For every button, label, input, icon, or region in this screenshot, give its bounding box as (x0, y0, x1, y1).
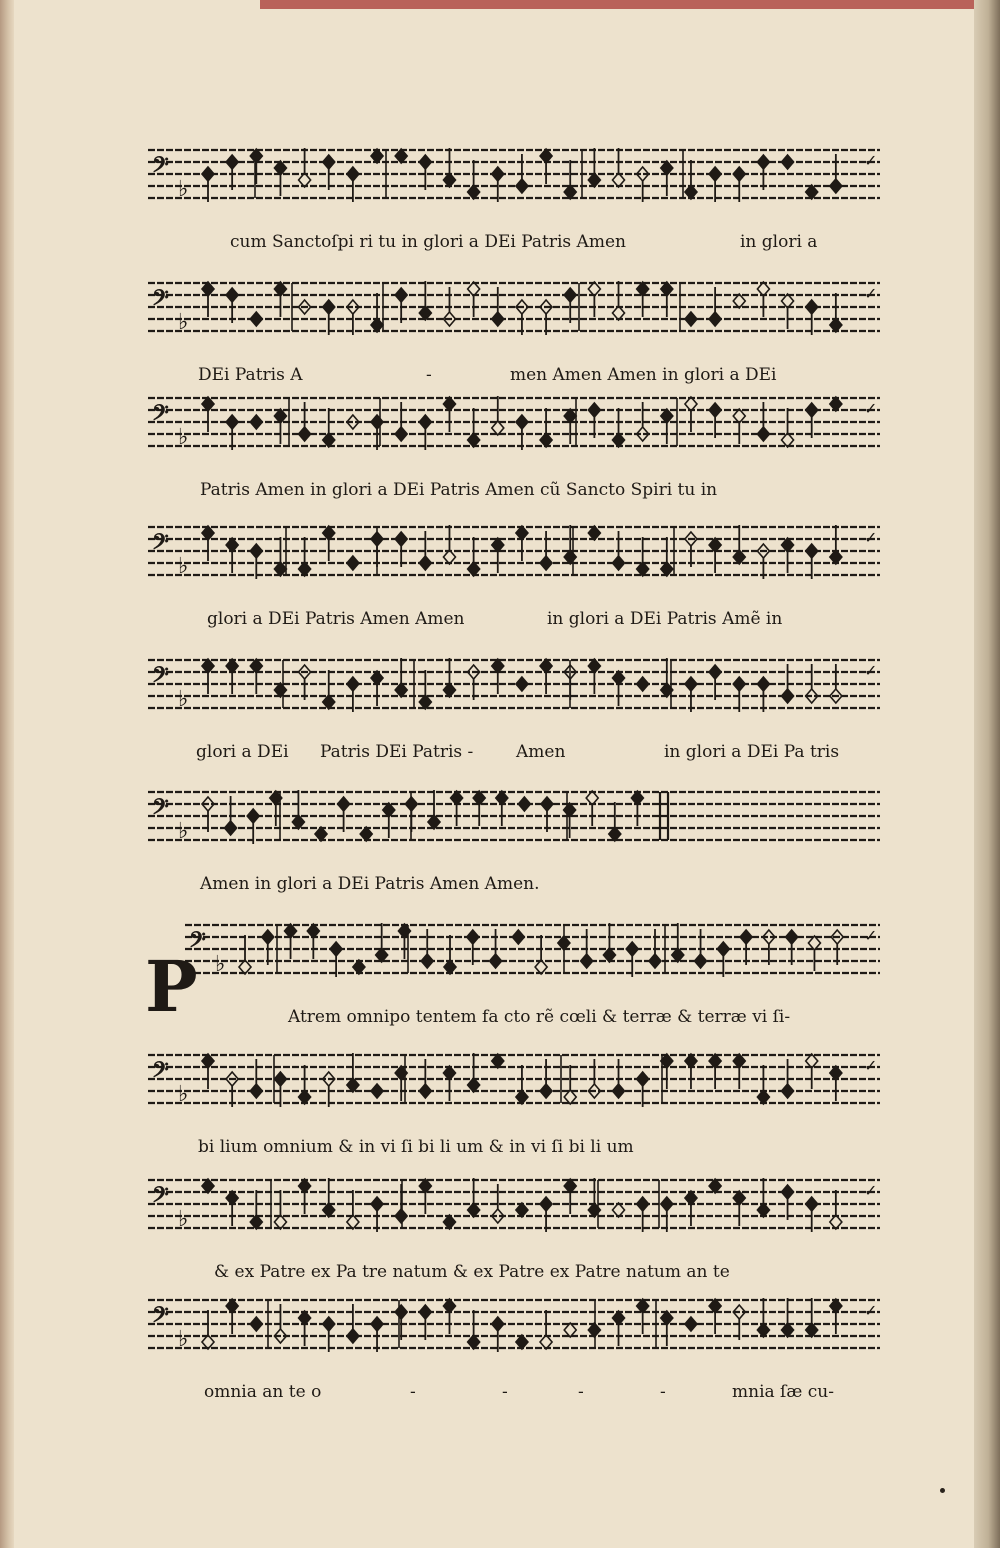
binding-strip (260, 0, 980, 9)
note-head (806, 300, 818, 314)
note-head (757, 427, 769, 441)
bass-clef-icon: 𝄢 (152, 795, 169, 825)
note-head (274, 1072, 286, 1086)
note-head (492, 421, 504, 435)
note-head (540, 556, 552, 570)
note-head (419, 155, 431, 169)
note-head (299, 562, 311, 576)
note-head (806, 544, 818, 558)
note-head (395, 149, 407, 163)
note-head (419, 415, 431, 429)
note-head (806, 1197, 818, 1211)
custos-mark-icon: ✓ (864, 151, 878, 170)
note-head (830, 397, 842, 411)
note-head (613, 433, 625, 447)
note-head (371, 149, 383, 163)
music-staff (0, 640, 1000, 742)
note-head (685, 1054, 697, 1068)
note-head (757, 282, 769, 296)
note-head (395, 288, 407, 302)
note-head (782, 689, 794, 703)
lyric-syllables: Patris Amen in glori a DEi Patris Amen cũ Sancto Spiri tu in (200, 480, 718, 500)
note-head (782, 433, 794, 447)
note-head (637, 1197, 649, 1211)
note-head (419, 556, 431, 570)
note-head (468, 282, 480, 296)
note-head (661, 161, 673, 175)
flat-sign-icon: ♭ (178, 425, 189, 450)
note-head (613, 1084, 625, 1098)
note-head (661, 409, 673, 423)
note-head (250, 149, 262, 163)
note-head (733, 409, 745, 423)
note-head (717, 942, 729, 956)
note-head (347, 677, 359, 691)
lyric-line (0, 874, 1000, 904)
bass-clef-icon: 𝄢 (152, 286, 169, 316)
note-head (830, 179, 842, 193)
note-head (757, 1323, 769, 1337)
note-head (685, 677, 697, 691)
flat-sign-icon: ♭ (178, 819, 189, 844)
note-head (226, 1299, 238, 1313)
note-head (338, 797, 350, 811)
custos-mark-icon: ✓ (864, 1301, 878, 1320)
note-head (626, 942, 638, 956)
note-head (709, 403, 721, 417)
note-head (202, 167, 214, 181)
music-staff (0, 1280, 1000, 1382)
music-staff (0, 507, 1000, 609)
note-head (347, 167, 359, 181)
note-head (323, 1317, 335, 1331)
note-head (371, 671, 383, 685)
bass-clef-icon: 𝄢 (152, 153, 169, 183)
lyric-syllables: cum Sanctoſpi ri tu in glori a DEi Patris Amen (230, 232, 626, 252)
lyric-line (0, 480, 1000, 510)
note-head (405, 797, 417, 811)
note-head (419, 1084, 431, 1098)
note-head (830, 550, 842, 564)
lyric-syllables: omnia an te o (204, 1382, 322, 1402)
lyric-syllables: glori a DEi (196, 742, 289, 762)
note-head (588, 403, 600, 417)
note-head (806, 185, 818, 199)
lyric-syllables: in glori a DEi Patris Amẽ in (547, 609, 783, 629)
note-head (299, 427, 311, 441)
note-head (733, 167, 745, 181)
note-head (512, 930, 524, 944)
lyric-syllables: men Amen Amen in glori a DEi (510, 365, 777, 385)
custos-mark-icon: ✓ (864, 528, 878, 547)
flat-sign-icon: ♭ (178, 1207, 189, 1232)
lyric-syllables: Amen (516, 742, 566, 762)
custos-mark-icon: ✓ (864, 661, 878, 680)
flat-sign-icon: ♭ (178, 687, 189, 712)
flat-sign-icon: ♭ (178, 554, 189, 579)
note-head (250, 1317, 262, 1331)
note-head (226, 155, 238, 169)
note-head (806, 403, 818, 417)
note-head (661, 1197, 673, 1211)
custos-mark-icon: ✓ (864, 1181, 878, 1200)
note-head (782, 1084, 794, 1098)
lyric-syllables: in glori a (740, 232, 818, 252)
note-head (468, 433, 480, 447)
note-head (419, 1305, 431, 1319)
note-head (274, 282, 286, 296)
lyric-syllables: - (502, 1382, 508, 1402)
note-head (226, 538, 238, 552)
note-head (757, 1203, 769, 1217)
note-head (540, 1084, 552, 1098)
note-head (299, 173, 311, 187)
note-head (371, 1317, 383, 1331)
ink-mark (940, 1488, 945, 1493)
note-head (695, 954, 707, 968)
flat-sign-icon: ♭ (215, 952, 226, 977)
note-head (637, 282, 649, 296)
note-head (757, 155, 769, 169)
note-head (613, 173, 625, 187)
note-head (371, 532, 383, 546)
note-head (516, 677, 528, 691)
note-head (733, 677, 745, 691)
bass-clef-icon: 𝄢 (152, 1183, 169, 1213)
custos-mark-icon: ✓ (864, 1056, 878, 1075)
note-head (250, 544, 262, 558)
note-head (830, 318, 842, 332)
note-head (395, 532, 407, 546)
note-head (226, 1191, 238, 1205)
note-head (330, 942, 342, 956)
bass-clef-icon: 𝄢 (152, 1058, 169, 1088)
note-head (631, 791, 643, 805)
lyric-syllables: Amen in glori a DEi Patris Amen Amen. (200, 874, 540, 894)
note-head (540, 149, 552, 163)
drop-cap-letter: P (145, 945, 198, 1028)
lyric-syllables: mnia ſæ cu- (732, 1382, 834, 1402)
music-staff (0, 263, 1000, 365)
note-head (733, 294, 745, 308)
note-head (637, 677, 649, 691)
note-head (685, 1317, 697, 1331)
note-head (516, 179, 528, 193)
note-head (443, 173, 455, 187)
note-head (443, 397, 455, 411)
lyric-syllables: DEi Patris A (198, 365, 303, 385)
lyric-syllables: & ex Patre ex Pa tre natum & ex Patre ex Patre natum an te (214, 1262, 730, 1282)
lyric-line (0, 1382, 1000, 1412)
note-head (444, 960, 456, 974)
note-head (830, 1299, 842, 1313)
note-head (492, 1317, 504, 1331)
note-head (518, 797, 530, 811)
lyric-syllables: - (410, 1382, 416, 1402)
lyric-syllables: - (660, 1382, 666, 1402)
lyric-line (0, 742, 1000, 772)
bass-clef-icon: 𝄢 (152, 401, 169, 431)
music-staff (0, 130, 1000, 232)
note-head (541, 797, 553, 811)
note-head (419, 306, 431, 320)
music-staff (0, 378, 1000, 480)
lyric-syllables: - (426, 365, 432, 385)
lyric-syllables: bi lium omnium & in vi ſi bi li um & in vi ſi bi li um (198, 1137, 634, 1157)
note-head (274, 161, 286, 175)
note-head (247, 809, 259, 823)
note-head (299, 1179, 311, 1193)
note-head (830, 1066, 842, 1080)
note-head (709, 665, 721, 679)
note-head (274, 409, 286, 423)
note-head (564, 288, 576, 302)
note-head (782, 294, 794, 308)
custos-mark-icon: ✓ (864, 399, 878, 418)
note-head (371, 415, 383, 429)
note-head (226, 659, 238, 673)
bass-clef-icon: 𝄢 (152, 1303, 169, 1333)
note-head (226, 288, 238, 302)
note-head (323, 300, 335, 314)
flat-sign-icon: ♭ (178, 177, 189, 202)
bass-clef-icon: 𝄢 (189, 928, 206, 958)
note-head (613, 556, 625, 570)
note-head (709, 167, 721, 181)
note-head (564, 185, 576, 199)
note-head (740, 930, 752, 944)
note-head (250, 415, 262, 429)
note-head (540, 433, 552, 447)
note-head (371, 1197, 383, 1211)
music-staff (0, 1035, 1000, 1137)
note-head (395, 1305, 407, 1319)
note-head (661, 282, 673, 296)
note-head (782, 1185, 794, 1199)
music-staff (0, 772, 1000, 874)
note-head (262, 930, 274, 944)
lyric-line (0, 609, 1000, 639)
note-head (685, 397, 697, 411)
note-head (490, 954, 502, 968)
note-head (564, 409, 576, 423)
note-head (685, 1191, 697, 1205)
note-head (353, 960, 365, 974)
lyric-syllables: in glori a DEi Pa tris (664, 742, 840, 762)
lyric-syllables: Patris DEi Patris - (320, 742, 474, 762)
note-head (685, 312, 697, 326)
note-head (323, 433, 335, 447)
note-head (540, 1197, 552, 1211)
bass-clef-icon: 𝄢 (152, 663, 169, 693)
note-head (637, 1072, 649, 1086)
note-head (371, 318, 383, 332)
note-head (226, 415, 238, 429)
note-head (250, 312, 262, 326)
lyric-syllables: Atrem omnipo tentem fa cto rẽ cœli & terræ & terræ vi ſi- (288, 1007, 791, 1027)
note-head (299, 1090, 311, 1104)
note-head (395, 1209, 407, 1223)
note-head (581, 954, 593, 968)
note-head (323, 155, 335, 169)
note-head (421, 954, 433, 968)
note-head (347, 1329, 359, 1343)
note-head (225, 821, 237, 835)
note-head (782, 155, 794, 169)
music-staff (0, 1160, 1000, 1262)
note-head (467, 930, 479, 944)
lyric-line (0, 232, 1000, 262)
note-head (613, 306, 625, 320)
bass-clef-icon: 𝄢 (152, 530, 169, 560)
note-head (757, 677, 769, 691)
lyric-syllables: glori a DEi Patris Amen Amen (207, 609, 465, 629)
flat-sign-icon: ♭ (178, 310, 189, 335)
note-head (492, 312, 504, 326)
note-head (492, 167, 504, 181)
note-head (299, 1311, 311, 1325)
custos-mark-icon: ✓ (864, 284, 878, 303)
note-head (347, 556, 359, 570)
flat-sign-icon: ♭ (178, 1327, 189, 1352)
note-head (202, 397, 214, 411)
note-head (757, 1090, 769, 1104)
note-head (685, 185, 697, 199)
custos-mark-icon: ✓ (864, 926, 878, 945)
note-head (395, 427, 407, 441)
note-head (588, 282, 600, 296)
note-head (786, 930, 798, 944)
note-head (649, 954, 661, 968)
flat-sign-icon: ♭ (178, 1082, 189, 1107)
note-head (468, 185, 480, 199)
note-head (588, 173, 600, 187)
lyric-syllables: - (578, 1382, 584, 1402)
note-head (202, 282, 214, 296)
note-head (516, 415, 528, 429)
note-head (250, 1084, 262, 1098)
note-head (371, 1084, 383, 1098)
note-head (709, 312, 721, 326)
